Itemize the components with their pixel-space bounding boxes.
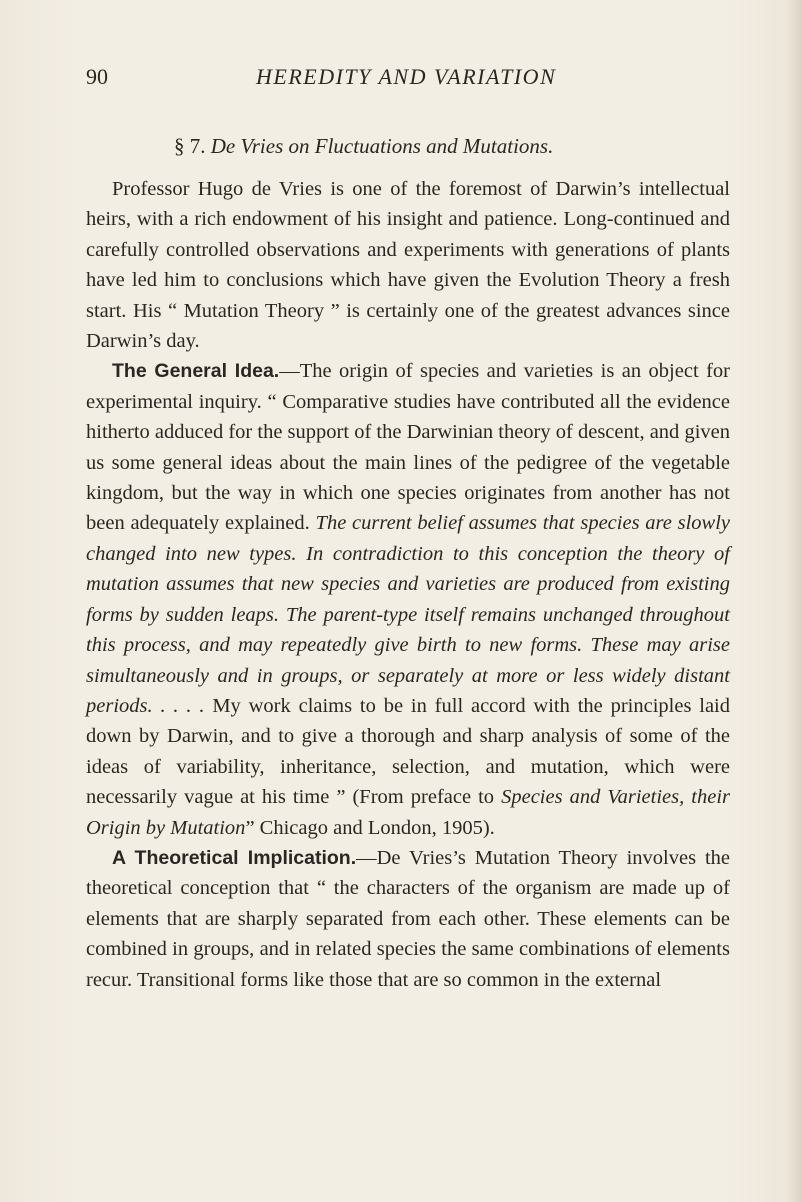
general-idea-italic-quote: The current belief assumes that species are slowly changed into new types. In contradiction to this conception the theory of mutation assumes that new species and varieties are produced from existing forms by sudden leaps. The parent-type itself remains unchanged throughout this process, and may repeatedly give birth to new forms. These may arise simultaneously and in groups, or separately at more or less widely distant periods. . . . . xyxy=(86,512,730,717)
paragraph-theoretical-implication xyxy=(86,843,730,995)
page-edge-shadow xyxy=(787,0,801,1202)
general-idea-text-c: ” Chicago and London, 1905). xyxy=(245,816,495,839)
theoretical-implication-text: —De Vries’s Mutation Theory involves the theoretical conception that “ the characters of the organism are made up of elements that are sharply separated from each other. These elements can be combined in groups, and in related species the same combinations of elements recur. Transitional forms like those that are so common in the external xyxy=(86,846,730,991)
page-header xyxy=(86,62,726,102)
paragraph-intro-text: Professor Hugo de Vries is one of the foremost of Darwin’s intellectual heirs, with a rich endowment of his insight and patience. Long-continued and carefully controlled observations and experiments with generations of plants have led him to conclusions which have given the Evolution Theory a fresh start. His “ Mutation Theory ” is certainly one of the greatest advances since Darwin’s day. xyxy=(86,178,730,353)
general-idea-text-a: —The origin of species and varieties is an object for experimental inquiry. “ Comparative studies have contributed all the evidence hitherto adduced for the support of the Darwinian theory of descent, and given us some general ideas about the main lines of the pedigree of the vegetable kingdom, but the way in which one species originates from another has not been adequately explained. xyxy=(86,360,731,535)
subheading-theoretical-implication: A Theoretical Implication. xyxy=(112,846,357,869)
running-head: HEREDITY AND VARIATION xyxy=(256,64,557,89)
subheading-general-idea: The General Idea. xyxy=(112,360,280,383)
section-title xyxy=(174,134,553,159)
page-number: 90 xyxy=(86,64,108,89)
book-citation: Species and Varieties, their Origin by Mutation xyxy=(86,786,731,839)
body-text xyxy=(86,174,730,995)
general-idea-text-b: My work claims to be in full accord with the principles laid down by Darwin, and to give a thorough and sharp analysis of some of the ideas of variability, inheritance, selection, and mutation, which were necessarily vague at his time ” (From preface to xyxy=(86,694,731,809)
section-title-text: De Vries on Fluctuations and Mutations. xyxy=(210,134,554,158)
section-number: § 7. xyxy=(174,134,206,158)
paragraph-intro xyxy=(86,174,730,356)
paragraph-general-idea xyxy=(86,356,730,843)
